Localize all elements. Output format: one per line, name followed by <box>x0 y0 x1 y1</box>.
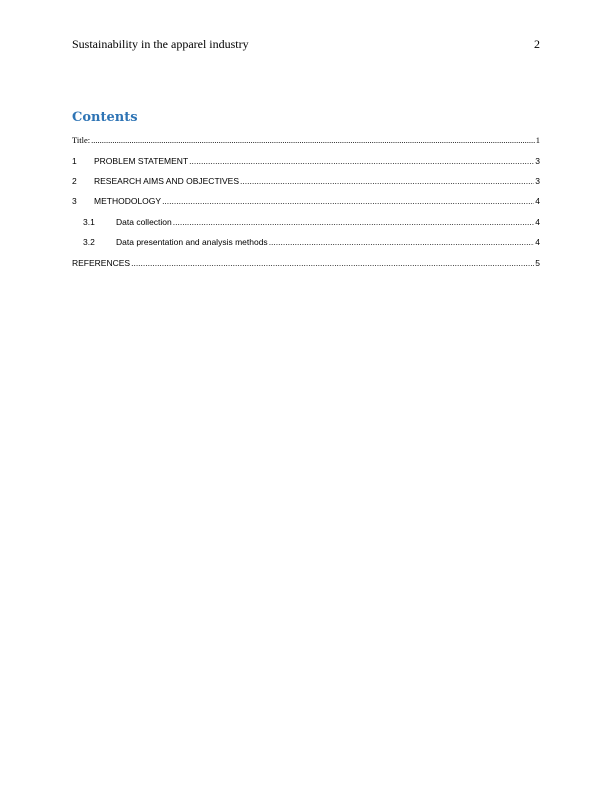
toc-dot-leader <box>240 176 534 186</box>
toc-entry-title[interactable] <box>72 130 540 150</box>
table-of-contents <box>72 130 540 273</box>
toc-dot-leader <box>173 217 535 227</box>
toc-entry-number: 1 <box>72 155 77 166</box>
toc-entry-label: PROBLEM STATEMENT <box>94 155 189 166</box>
toc-entry-page: 4 <box>535 237 540 248</box>
toc-entry-label: RESEARCH AIMS AND OBJECTIVES <box>94 175 240 186</box>
toc-dot-leader <box>91 135 535 145</box>
toc-entry-page: 3 <box>535 155 540 166</box>
toc-entry-page: 1 <box>535 135 540 146</box>
toc-entry-page: 4 <box>535 196 540 207</box>
toc-entry-methodology[interactable] <box>72 191 540 211</box>
toc-entry-research-aims[interactable] <box>72 171 540 191</box>
toc-entry-label: REFERENCES <box>72 257 131 268</box>
toc-entry-number: 3 <box>72 196 77 207</box>
toc-entry-page: 3 <box>535 175 540 186</box>
toc-entry-data-collection[interactable] <box>72 212 540 232</box>
toc-entry-label: Title: <box>72 135 91 146</box>
toc-entry-label: METHODOLOGY <box>94 196 162 207</box>
toc-dot-leader <box>131 258 534 268</box>
page-header <box>72 37 540 52</box>
toc-entry-page: 5 <box>535 257 540 268</box>
toc-entry-problem-statement[interactable] <box>72 150 540 170</box>
toc-entry-number: 3.2 <box>83 237 95 248</box>
contents-heading: Contents <box>72 110 138 125</box>
toc-entry-label: Data collection <box>116 216 172 227</box>
running-title: Sustainability in the apparel industry <box>72 37 249 51</box>
toc-entry-data-presentation[interactable] <box>72 232 540 252</box>
toc-entry-label: Data presentation and analysis methods <box>116 237 268 248</box>
toc-dot-leader <box>269 237 535 247</box>
toc-entry-number: 2 <box>72 175 77 186</box>
page-number: 2 <box>534 37 540 51</box>
toc-dot-leader <box>162 196 534 206</box>
toc-entry-number: 3.1 <box>83 216 95 227</box>
toc-entry-references[interactable] <box>72 252 540 272</box>
toc-dot-leader <box>189 156 534 166</box>
toc-entry-page: 4 <box>535 216 540 227</box>
